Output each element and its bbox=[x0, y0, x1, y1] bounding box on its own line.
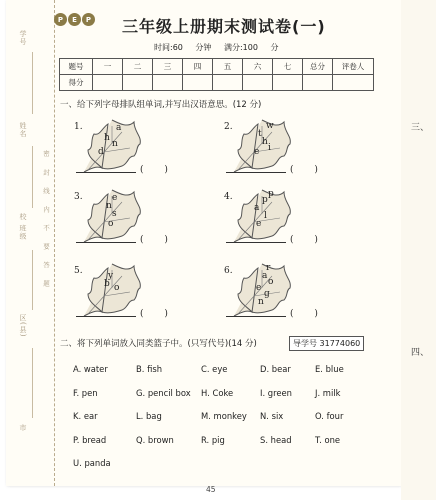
word-option: J. milk bbox=[315, 387, 341, 398]
scrambled-letter: t bbox=[258, 129, 262, 139]
adjacent-page-edge bbox=[401, 0, 436, 500]
section4-heading-partial: 四、 bbox=[411, 348, 430, 358]
item-number: 1. bbox=[74, 122, 83, 132]
maple-leaf-icon bbox=[232, 262, 294, 318]
scrambled-letter: g bbox=[264, 289, 270, 299]
maple-leaf-icon bbox=[232, 188, 294, 244]
answer-blank[interactable] bbox=[76, 242, 136, 243]
scrambled-letter: h bbox=[262, 137, 268, 147]
maple-leaf-icon bbox=[82, 262, 144, 318]
word-option: I. green bbox=[260, 387, 292, 398]
word-puzzle-item bbox=[74, 262, 214, 326]
answer-blank[interactable] bbox=[226, 172, 286, 173]
student-id-label: 学号 bbox=[19, 30, 27, 46]
score-table-header-row bbox=[60, 59, 374, 75]
word-option: N. six bbox=[260, 411, 284, 421]
maple-leaf-icon bbox=[82, 118, 144, 174]
seal-line-text: 密 封 线 内 不 要 答 题 bbox=[42, 150, 50, 292]
page-number: 45 bbox=[206, 485, 216, 494]
score-cell[interactable] bbox=[183, 75, 213, 91]
scrambled-letter: y bbox=[108, 271, 114, 281]
word-option: B. fish bbox=[136, 364, 163, 374]
score-cell[interactable] bbox=[243, 75, 273, 91]
maple-leaf-icon bbox=[82, 188, 144, 244]
scrambled-letter: r bbox=[266, 263, 271, 273]
item-number: 6. bbox=[224, 266, 233, 276]
page-title: 三年级上册期末测试卷(一) bbox=[122, 17, 326, 36]
maple-leaf-icon bbox=[232, 118, 294, 174]
scrambled-letter: e bbox=[256, 219, 262, 229]
scrambled-letter: a bbox=[116, 123, 122, 133]
word-option: L. bag bbox=[136, 411, 162, 421]
word-puzzle-item bbox=[224, 118, 364, 182]
meaning-blank[interactable]: ( ) bbox=[140, 165, 168, 175]
scrambled-letter: e bbox=[254, 147, 260, 157]
score-header-cell: 一 bbox=[93, 59, 123, 75]
scrambled-letter: w bbox=[266, 121, 274, 131]
score-header-cell: 题号 bbox=[60, 59, 93, 75]
scrambled-letter: o bbox=[108, 219, 114, 229]
word-option: R. pig bbox=[201, 434, 225, 445]
item-number: 3. bbox=[74, 192, 83, 202]
word-puzzle-item bbox=[74, 118, 214, 182]
exam-info: 时间:60 分钟 满分:100 分 bbox=[154, 43, 279, 52]
scrambled-letter: p bbox=[268, 189, 274, 199]
word-option: F. pen bbox=[73, 387, 98, 398]
section2-heading: 二、将下列单词放入同类篮子中。(只写代号)(14 分) bbox=[60, 339, 257, 349]
item-number: 5. bbox=[74, 266, 83, 276]
word-option: H. Coke bbox=[201, 387, 234, 398]
scrambled-letter: n bbox=[106, 201, 112, 211]
scrambled-letter: h bbox=[104, 133, 110, 143]
word-puzzle-item bbox=[224, 188, 364, 252]
word-option: M. monkey bbox=[201, 411, 247, 421]
scrambled-letter: o bbox=[268, 277, 274, 287]
school-class-label: 校 班级 bbox=[19, 213, 27, 241]
scrambled-letter: n bbox=[258, 297, 264, 307]
meaning-blank[interactable]: ( ) bbox=[140, 235, 168, 245]
score-header-cell: 五 bbox=[213, 59, 243, 75]
pep-letter: E bbox=[68, 13, 81, 26]
answer-blank[interactable] bbox=[76, 316, 136, 317]
pep-letter: P bbox=[82, 13, 95, 26]
section3-heading-partial: 三、 bbox=[411, 123, 430, 133]
name-label: 姓名 bbox=[19, 122, 27, 138]
score-cell[interactable] bbox=[303, 75, 333, 91]
score-cell[interactable] bbox=[273, 75, 303, 91]
answer-blank[interactable] bbox=[226, 242, 286, 243]
worksheet-page bbox=[6, 0, 401, 494]
city-label: 市 bbox=[19, 424, 27, 432]
score-cell[interactable] bbox=[123, 75, 153, 91]
score-table bbox=[59, 58, 374, 91]
item-number: 2. bbox=[224, 122, 233, 132]
word-option: S. head bbox=[260, 434, 292, 445]
word-option: D. bear bbox=[260, 364, 291, 374]
meaning-blank[interactable]: ( ) bbox=[140, 309, 168, 319]
scrambled-letter: i bbox=[268, 143, 271, 153]
score-cell[interactable] bbox=[93, 75, 123, 91]
score-header-cell: 评卷人 bbox=[333, 59, 374, 75]
word-option: T. one bbox=[315, 434, 341, 445]
item-number: 4. bbox=[224, 192, 233, 202]
word-option: K. ear bbox=[73, 411, 98, 421]
score-header-cell: 总分 bbox=[303, 59, 333, 75]
word-option: E. blue bbox=[315, 364, 344, 374]
scrambled-letter: o bbox=[114, 283, 120, 293]
guide-number-tag: 导学号 31774060 bbox=[289, 336, 364, 351]
scrambled-letter: a bbox=[254, 203, 260, 213]
word-option: G. pencil box bbox=[136, 387, 191, 398]
scrambled-letter: d bbox=[98, 147, 104, 157]
meaning-blank[interactable]: ( ) bbox=[290, 235, 318, 245]
word-option: P. bread bbox=[73, 434, 107, 445]
scrambled-letter: p bbox=[262, 195, 268, 205]
scrambled-letter: l bbox=[264, 211, 267, 221]
score-table-score-row bbox=[60, 75, 374, 91]
score-header-cell: 四 bbox=[183, 59, 213, 75]
section1-heading: 一、给下列字母排队组单词,并写出汉语意思。(12 分) bbox=[60, 100, 262, 110]
scrambled-letter: b bbox=[104, 279, 110, 289]
score-row-label: 得分 bbox=[60, 75, 93, 91]
scrambled-letter: n bbox=[112, 139, 118, 149]
score-cell[interactable] bbox=[213, 75, 243, 91]
answer-blank[interactable] bbox=[76, 172, 136, 173]
binding-strip bbox=[6, 0, 55, 486]
score-header-cell: 七 bbox=[273, 59, 303, 75]
score-cell[interactable] bbox=[153, 75, 183, 91]
word-option: C. eye bbox=[201, 364, 228, 374]
scrambled-letter: s bbox=[112, 209, 117, 219]
district-label: 区(县) bbox=[19, 314, 27, 338]
scrambled-letter: a bbox=[262, 271, 268, 281]
pep-letter: P bbox=[54, 13, 67, 26]
answer-blank[interactable] bbox=[226, 316, 286, 317]
word-puzzle-item bbox=[74, 188, 214, 252]
word-option: Q. brown bbox=[136, 434, 174, 445]
meaning-blank[interactable]: ( ) bbox=[290, 165, 318, 175]
pep-badge bbox=[54, 13, 95, 26]
score-header-cell: 二 bbox=[123, 59, 153, 75]
word-option: A. water bbox=[73, 364, 108, 374]
scrambled-letter: e bbox=[256, 283, 262, 293]
score-header-cell: 三 bbox=[153, 59, 183, 75]
meaning-blank[interactable]: ( ) bbox=[290, 309, 318, 319]
word-puzzle-item bbox=[224, 262, 364, 326]
scrambled-letter: e bbox=[112, 193, 118, 203]
score-header-cell: 六 bbox=[243, 59, 273, 75]
word-option: U. panda bbox=[73, 458, 111, 468]
score-cell[interactable] bbox=[333, 75, 374, 91]
word-option: O. four bbox=[315, 411, 344, 421]
